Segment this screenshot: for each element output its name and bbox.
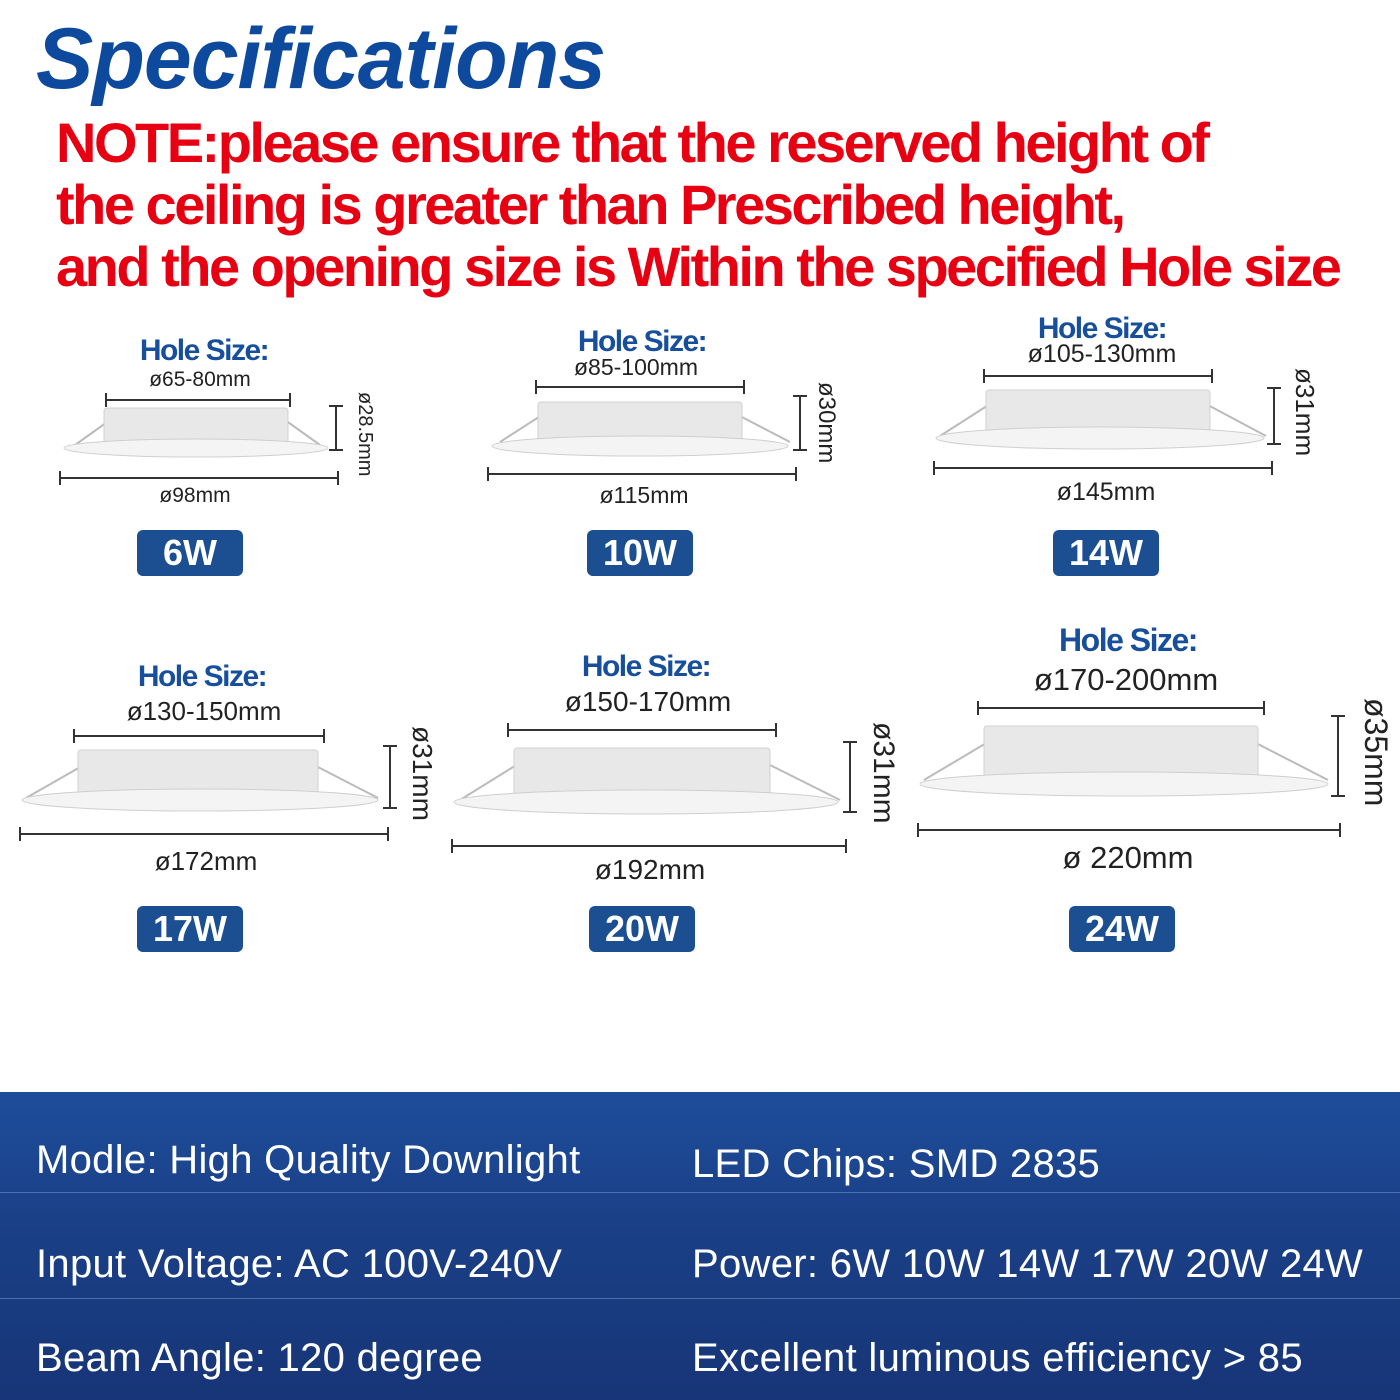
- power-badge: 10W: [587, 530, 693, 576]
- outer-diameter-value: ø172mm: [154, 846, 258, 876]
- spec-model: Modle: High Quality Downlight: [36, 1138, 581, 1182]
- hole-size-value: ø170-200mm: [1033, 662, 1219, 697]
- hole-size-value: ø65-80mm: [149, 368, 251, 391]
- outer-diameter-value: ø145mm: [1056, 478, 1156, 506]
- product-10w: [460, 320, 920, 590]
- outer-diameter-value: ø 220mm: [1062, 840, 1194, 875]
- hole-size-label: Hole Size:: [139, 334, 269, 367]
- spec-power: Power: 6W 10W 14W 17W 20W 24W: [692, 1242, 1364, 1286]
- hole-size-label: Hole Size:: [577, 325, 707, 358]
- row-divider: [0, 1192, 1400, 1193]
- hole-size-value: ø105-130mm: [1027, 340, 1177, 368]
- product-6w: [0, 320, 460, 590]
- hole-size-label: Hole Size:: [581, 650, 711, 683]
- spec-beam-angle: Beam Angle: 120 degree: [36, 1336, 483, 1380]
- spec-input-voltage: Input Voltage: AC 100V-240V: [36, 1242, 563, 1286]
- product-14w: [920, 310, 1400, 590]
- note-line-1: NOTE:please ensure that the reserved height of: [56, 111, 1208, 174]
- power-badge: 14W: [1053, 530, 1159, 576]
- specs-panel: [0, 1092, 1400, 1400]
- height-value: ø35mm: [1358, 698, 1394, 807]
- note-line-2: the ceiling is greater than Prescribed height,: [56, 173, 1124, 236]
- product-24w: [910, 620, 1400, 960]
- height-value: ø31mm: [407, 726, 438, 821]
- hole-size-label: Hole Size:: [1037, 312, 1167, 345]
- height-value: ø31mm: [867, 722, 900, 824]
- height-value: ø30mm: [813, 382, 840, 464]
- spec-efficiency: Excellent luminous efficiency > 85: [692, 1336, 1303, 1380]
- row-divider: [0, 1298, 1400, 1299]
- page-title: Specifications: [36, 11, 606, 107]
- outer-diameter-value: ø98mm: [159, 484, 231, 507]
- power-badge: 6W: [137, 530, 243, 576]
- outer-diameter-value: ø192mm: [594, 854, 706, 885]
- power-badge: 20W: [589, 906, 695, 952]
- hole-size-label: Hole Size:: [1059, 622, 1197, 658]
- height-value: ø31mm: [1290, 368, 1320, 457]
- power-badge: 24W: [1069, 906, 1175, 952]
- product-20w: [440, 640, 920, 960]
- hole-size-label: Hole Size:: [137, 660, 267, 693]
- product-17w: [0, 650, 460, 960]
- hole-size-value: ø150-170mm: [564, 686, 732, 717]
- hole-size-value: ø130-150mm: [126, 696, 282, 726]
- spec-led-chips: LED Chips: SMD 2835: [692, 1142, 1101, 1186]
- hole-size-value: ø85-100mm: [574, 354, 698, 380]
- outer-diameter-value: ø115mm: [599, 482, 689, 508]
- installation-note: [56, 112, 1356, 298]
- note-line-3: and the opening size is Within the specified Hole size: [56, 235, 1340, 298]
- power-badge: 17W: [137, 906, 243, 952]
- height-value: ø28.5mm: [354, 392, 376, 477]
